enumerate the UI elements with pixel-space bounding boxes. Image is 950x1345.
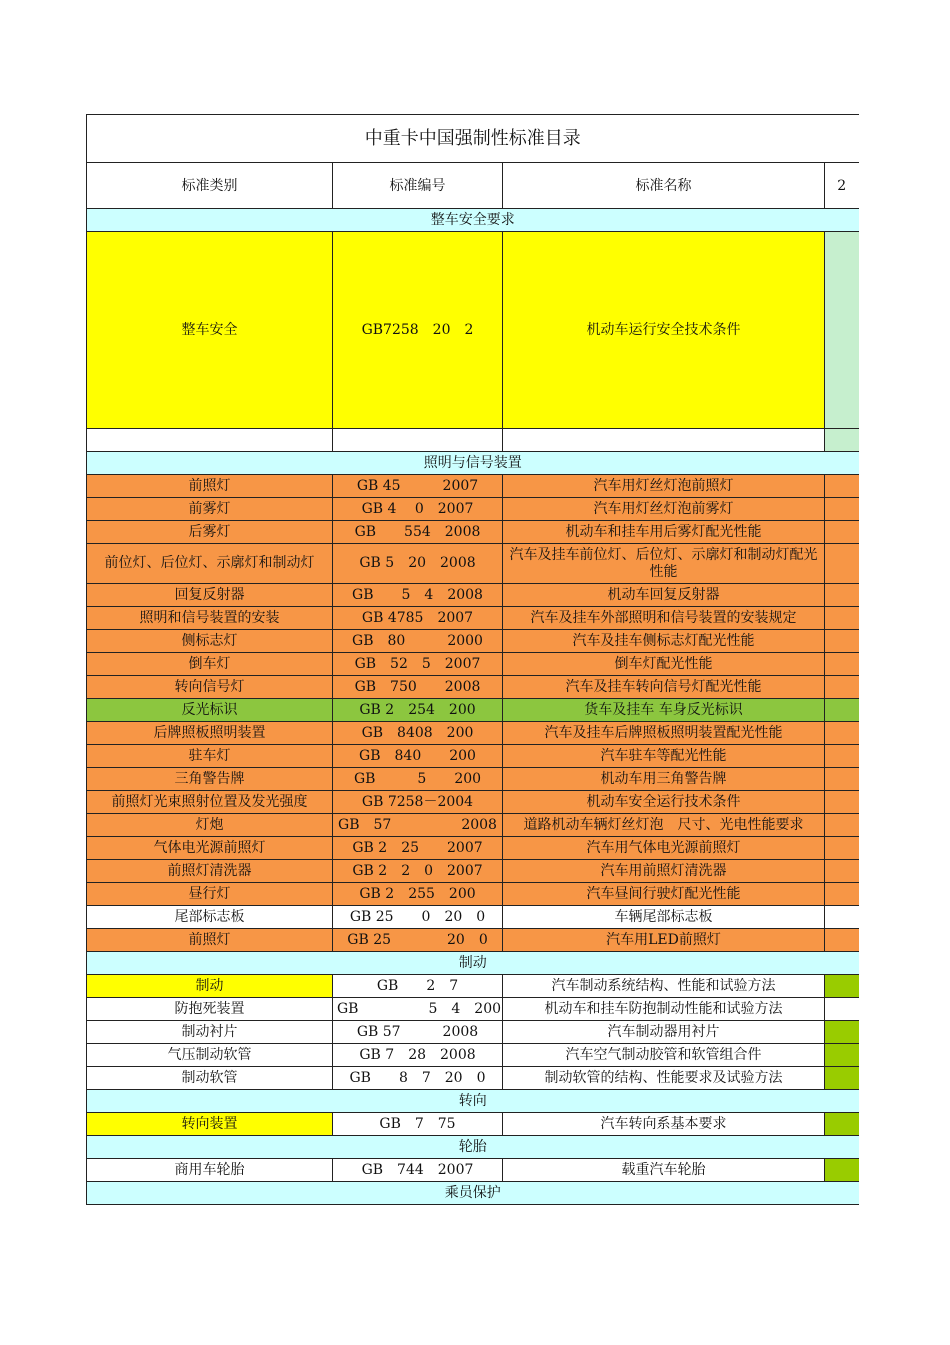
cell-name: 机动车和挂车防抱制动性能和试验方法 — [503, 998, 825, 1021]
cell-name: 机动车安全运行技术条件 — [503, 791, 825, 814]
cell-code: GB 5 4 200 — [333, 998, 503, 1021]
cell-category: 后牌照板照明装置 — [87, 722, 333, 745]
cell-name: 汽车用灯丝灯泡前照灯 — [503, 475, 825, 498]
section-title: 制动 — [87, 952, 859, 975]
cell-category: 尾部标志板 — [87, 906, 333, 929]
cell-mark — [825, 1021, 859, 1044]
cell-name: 汽车用LED前照灯 — [503, 929, 825, 952]
cell-mark — [825, 1044, 859, 1067]
table-row — [87, 607, 859, 630]
cell-category: 前照灯光束照射位置及发光强度 — [87, 791, 333, 814]
cell-mark — [825, 745, 859, 768]
cell-category: 驻车灯 — [87, 745, 333, 768]
cell-code: GB 2 25 2007 — [333, 837, 503, 860]
table-row — [87, 1159, 859, 1182]
cell-name: 车辆尾部标志板 — [503, 906, 825, 929]
table-row — [87, 860, 859, 883]
cell-mark — [825, 1113, 859, 1136]
cell-category: 制动 — [87, 975, 333, 998]
cell-category: 三角警告牌 — [87, 768, 333, 791]
table-row — [87, 521, 859, 544]
table-row — [87, 929, 859, 952]
cell-mark — [825, 630, 859, 653]
header-extra: 2 — [825, 163, 859, 209]
table-row — [87, 653, 859, 676]
cell-code: GB 7 75 — [333, 1113, 503, 1136]
cell-category: 气体电光源前照灯 — [87, 837, 333, 860]
cell-name: 机动车和挂车用后雾灯配光性能 — [503, 521, 825, 544]
cell-mark — [825, 544, 859, 584]
cell-category: 回复反射器 — [87, 584, 333, 607]
table-row — [87, 883, 859, 906]
cell-mark — [825, 521, 859, 544]
cell-code: GB 52 5 2007 — [333, 653, 503, 676]
cell-code: GB 5 20 2008 — [333, 544, 503, 584]
cell-category — [87, 429, 333, 452]
table-row — [87, 814, 859, 837]
cell-code: GB 8 7 20 0 — [333, 1067, 503, 1090]
cell-mark — [825, 837, 859, 860]
table-row — [87, 699, 859, 722]
cell-category: 气压制动软管 — [87, 1044, 333, 1067]
cell-name: 载重汽车轮胎 — [503, 1159, 825, 1182]
header-name: 标准名称 — [503, 163, 825, 209]
cell-category: 前照灯 — [87, 475, 333, 498]
cell-name: 道路机动车辆灯丝灯泡 尺寸、光电性能要求 — [503, 814, 825, 837]
cell-mark — [825, 475, 859, 498]
cell-code: GB 4785 2007 — [333, 607, 503, 630]
table-row — [87, 475, 859, 498]
cell-category: 前雾灯 — [87, 498, 333, 521]
cell-category: 商用车轮胎 — [87, 1159, 333, 1182]
cell-category: 倒车灯 — [87, 653, 333, 676]
table-row — [87, 791, 859, 814]
cell-code: GB 57 2008 — [333, 814, 503, 837]
cell-name: 机动车用三角警告牌 — [503, 768, 825, 791]
cell-code: GB 744 2007 — [333, 1159, 503, 1182]
cell-name: 机动车回复反射器 — [503, 584, 825, 607]
cell-code: GB 25 20 0 — [333, 929, 503, 952]
cell-category: 照明和信号装置的安装 — [87, 607, 333, 630]
cell-category: 反光标识 — [87, 699, 333, 722]
table-row — [87, 722, 859, 745]
cell-code: GB 7258－2004 — [333, 791, 503, 814]
cell-code: GB 554 2008 — [333, 521, 503, 544]
cell-category: 制动软管 — [87, 1067, 333, 1090]
table-row — [87, 745, 859, 768]
section-row — [87, 1090, 859, 1113]
cell-mark — [825, 883, 859, 906]
cell-code: GB 45 2007 — [333, 475, 503, 498]
header-code: 标准编号 — [333, 163, 503, 209]
cell-name: 倒车灯配光性能 — [503, 653, 825, 676]
cell-category: 侧标志灯 — [87, 630, 333, 653]
header-row — [87, 163, 859, 209]
cell-mark — [825, 676, 859, 699]
cell-code: GB 750 2008 — [333, 676, 503, 699]
cell-mark — [825, 232, 859, 429]
table-row — [87, 837, 859, 860]
cell-mark — [825, 906, 859, 929]
cell-mark — [825, 768, 859, 791]
table-row — [87, 676, 859, 699]
cell-name: 汽车制动系统结构、性能和试验方法 — [503, 975, 825, 998]
cell-category: 昼行灯 — [87, 883, 333, 906]
cell-name — [503, 429, 825, 452]
cell-mark — [825, 429, 859, 452]
table-row — [87, 630, 859, 653]
cell-name: 机动车运行安全技术条件 — [503, 232, 825, 429]
table-row — [87, 998, 859, 1021]
cell-code — [333, 429, 503, 452]
cell-mark — [825, 1067, 859, 1090]
header-category: 标准类别 — [87, 163, 333, 209]
cell-code: GB 8408 200 — [333, 722, 503, 745]
cell-code: GB 2 7 — [333, 975, 503, 998]
cell-code: GB 80 2000 — [333, 630, 503, 653]
table-row — [87, 1044, 859, 1067]
section-title: 乘员保护 — [87, 1182, 859, 1205]
cell-mark — [825, 584, 859, 607]
table-row — [87, 975, 859, 998]
table-row — [87, 1021, 859, 1044]
cell-code: GB 2 255 200 — [333, 883, 503, 906]
cell-name: 汽车及挂车外部照明和信号装置的安装规定 — [503, 607, 825, 630]
cell-code: GB 2 2 0 2007 — [333, 860, 503, 883]
cell-mark — [825, 975, 859, 998]
cell-mark — [825, 860, 859, 883]
cell-category: 后雾灯 — [87, 521, 333, 544]
table-row — [87, 498, 859, 521]
table-row — [87, 232, 859, 429]
cell-code: GB 2 254 200 — [333, 699, 503, 722]
standards-sheet — [86, 114, 858, 1205]
cell-name: 制动软管的结构、性能要求及试验方法 — [503, 1067, 825, 1090]
section-title: 轮胎 — [87, 1136, 859, 1159]
cell-mark — [825, 607, 859, 630]
cell-name: 汽车及挂车后牌照板照明装置配光性能 — [503, 722, 825, 745]
table-row — [87, 1067, 859, 1090]
cell-name: 汽车空气制动胶管和软管组合件 — [503, 1044, 825, 1067]
cell-code: GB 7 28 2008 — [333, 1044, 503, 1067]
cell-name: 汽车驻车等配光性能 — [503, 745, 825, 768]
section-row — [87, 952, 859, 975]
cell-mark — [825, 998, 859, 1021]
cell-code: GB 5 200 — [333, 768, 503, 791]
cell-mark — [825, 699, 859, 722]
section-title: 整车安全要求 — [87, 209, 859, 232]
page-title: 中重卡中国强制性标准目录 — [87, 115, 859, 163]
cell-category: 前照灯 — [87, 929, 333, 952]
cell-code: GB 57 2008 — [333, 1021, 503, 1044]
cell-mark — [825, 498, 859, 521]
cell-code: GB 25 0 20 0 — [333, 906, 503, 929]
cell-name: 汽车制动器用衬片 — [503, 1021, 825, 1044]
cell-code: GB7258 20 2 — [333, 232, 503, 429]
cell-category: 制动衬片 — [87, 1021, 333, 1044]
cell-mark — [825, 791, 859, 814]
cell-name: 汽车及挂车转向信号灯配光性能 — [503, 676, 825, 699]
cell-category: 灯炮 — [87, 814, 333, 837]
table-row — [87, 544, 859, 584]
cell-category: 前位灯、后位灯、示廓灯和制动灯 — [87, 544, 333, 584]
cell-mark — [825, 814, 859, 837]
section-title: 照明与信号装置 — [87, 452, 859, 475]
title-row — [87, 115, 859, 163]
cell-name: 汽车用前照灯清洗器 — [503, 860, 825, 883]
cell-category: 转向装置 — [87, 1113, 333, 1136]
section-row — [87, 209, 859, 232]
table-row — [87, 906, 859, 929]
cell-mark — [825, 653, 859, 676]
table-row — [87, 584, 859, 607]
table-row — [87, 1113, 859, 1136]
table-row — [87, 429, 859, 452]
cell-mark — [825, 929, 859, 952]
cell-name: 汽车转向系基本要求 — [503, 1113, 825, 1136]
section-row — [87, 1182, 859, 1205]
cell-code: GB 5 4 2008 — [333, 584, 503, 607]
cell-mark — [825, 1159, 859, 1182]
section-row — [87, 1136, 859, 1159]
cell-name: 货车及挂车 车身反光标识 — [503, 699, 825, 722]
cell-name: 汽车及挂车前位灯、后位灯、示廓灯和制动灯配光性能 — [503, 544, 825, 584]
cell-category: 前照灯清洗器 — [87, 860, 333, 883]
table-row — [87, 768, 859, 791]
section-row — [87, 452, 859, 475]
cell-category: 转向信号灯 — [87, 676, 333, 699]
cell-code: GB 840 200 — [333, 745, 503, 768]
cell-name: 汽车及挂车侧标志灯配光性能 — [503, 630, 825, 653]
cell-category: 防抱死装置 — [87, 998, 333, 1021]
cell-name: 汽车用灯丝灯泡前雾灯 — [503, 498, 825, 521]
section-title: 转向 — [87, 1090, 859, 1113]
cell-name: 汽车昼间行驶灯配光性能 — [503, 883, 825, 906]
cell-code: GB 4 0 2007 — [333, 498, 503, 521]
cell-name: 汽车用气体电光源前照灯 — [503, 837, 825, 860]
standards-table — [86, 114, 859, 1205]
cell-mark — [825, 722, 859, 745]
cell-category: 整车安全 — [87, 232, 333, 429]
